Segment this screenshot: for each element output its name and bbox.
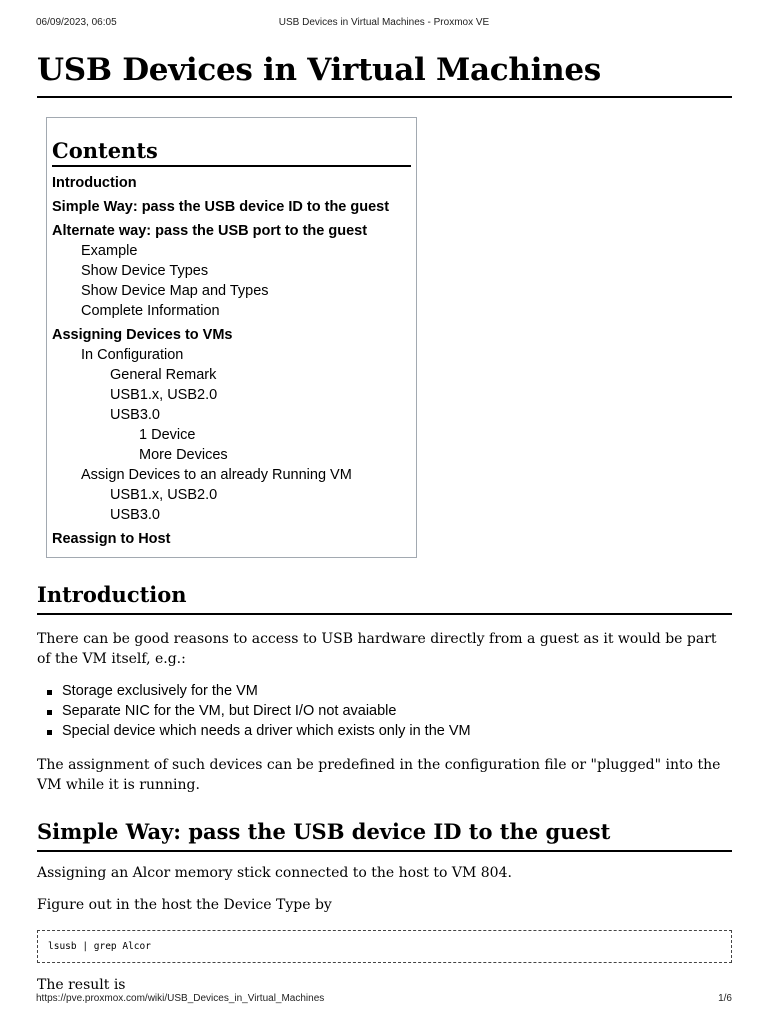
print-document-title: USB Devices in Virtual Machines - Proxmox VE: [278, 17, 490, 28]
toc-link[interactable]: Complete Information: [81, 303, 220, 319]
toc-link[interactable]: Show Device Types: [81, 263, 209, 279]
heading-simple-way: Simple Way: pass the USB device ID to the guest: [37, 817, 732, 852]
toc-link[interactable]: Reassign to Host: [52, 531, 171, 547]
list-item: Separate NIC for the VM, but Direct I/O not avaiable: [37, 701, 732, 721]
toc-list: [52, 173, 411, 549]
print-footer: [36, 993, 732, 1007]
table-of-contents: [46, 117, 417, 558]
toc-link[interactable]: More Devices: [139, 447, 228, 463]
list-item: Storage exclusively for the VM: [37, 681, 732, 701]
toc-link[interactable]: 1 Device: [139, 427, 196, 443]
page-number: 1/6: [718, 993, 732, 1004]
toc-link[interactable]: Assign Devices to an already Running VM: [81, 467, 352, 483]
code-block: lsusb | grep Alcor: [37, 930, 732, 963]
toc-link[interactable]: USB1.x, USB2.0: [110, 387, 218, 403]
toc-link[interactable]: USB3.0: [110, 407, 160, 423]
simple-way-result: The result is: [37, 977, 126, 993]
intro-paragraph-assignment: The assignment of such devices can be predefined in the configuration file or "plugged" into the VM while it is running.: [37, 757, 721, 793]
simple-way-paragraph: Assigning an Alcor memory stick connected to the host to VM 804.: [37, 865, 512, 881]
toc-link[interactable]: In Configuration: [81, 347, 184, 363]
print-header: [36, 17, 732, 31]
toc-link[interactable]: USB3.0: [110, 507, 160, 523]
toc-link[interactable]: General Remark: [110, 367, 217, 383]
intro-bullet-list: [37, 681, 732, 741]
page-title: USB Devices in Virtual Machines: [37, 50, 732, 98]
toc-link[interactable]: Introduction: [52, 175, 137, 191]
toc-title: Contents: [52, 138, 411, 167]
toc-link[interactable]: Assigning Devices to VMs: [52, 327, 233, 343]
list-item: Special device which needs a driver which exists only in the VM: [37, 721, 732, 741]
print-date: 06/09/2023, 06:05: [36, 17, 117, 28]
print-url: https://pve.proxmox.com/wiki/USB_Devices_in_Virtual_Machines: [36, 993, 325, 1004]
intro-paragraph: There can be good reasons to access to USB hardware directly from a guest as it would be part of the VM itself, e.g.:: [37, 631, 717, 667]
toc-link[interactable]: Example: [81, 243, 138, 259]
article-content: [37, 50, 732, 995]
heading-introduction: Introduction: [37, 580, 732, 615]
toc-link[interactable]: USB1.x, USB2.0: [110, 487, 218, 503]
toc-link[interactable]: Simple Way: pass the USB device ID to the guest: [52, 199, 390, 215]
toc-link[interactable]: Show Device Map and Types: [81, 283, 269, 299]
toc-link[interactable]: Alternate way: pass the USB port to the guest: [52, 223, 368, 239]
simple-way-figure-out: Figure out in the host the Device Type by: [37, 897, 332, 913]
